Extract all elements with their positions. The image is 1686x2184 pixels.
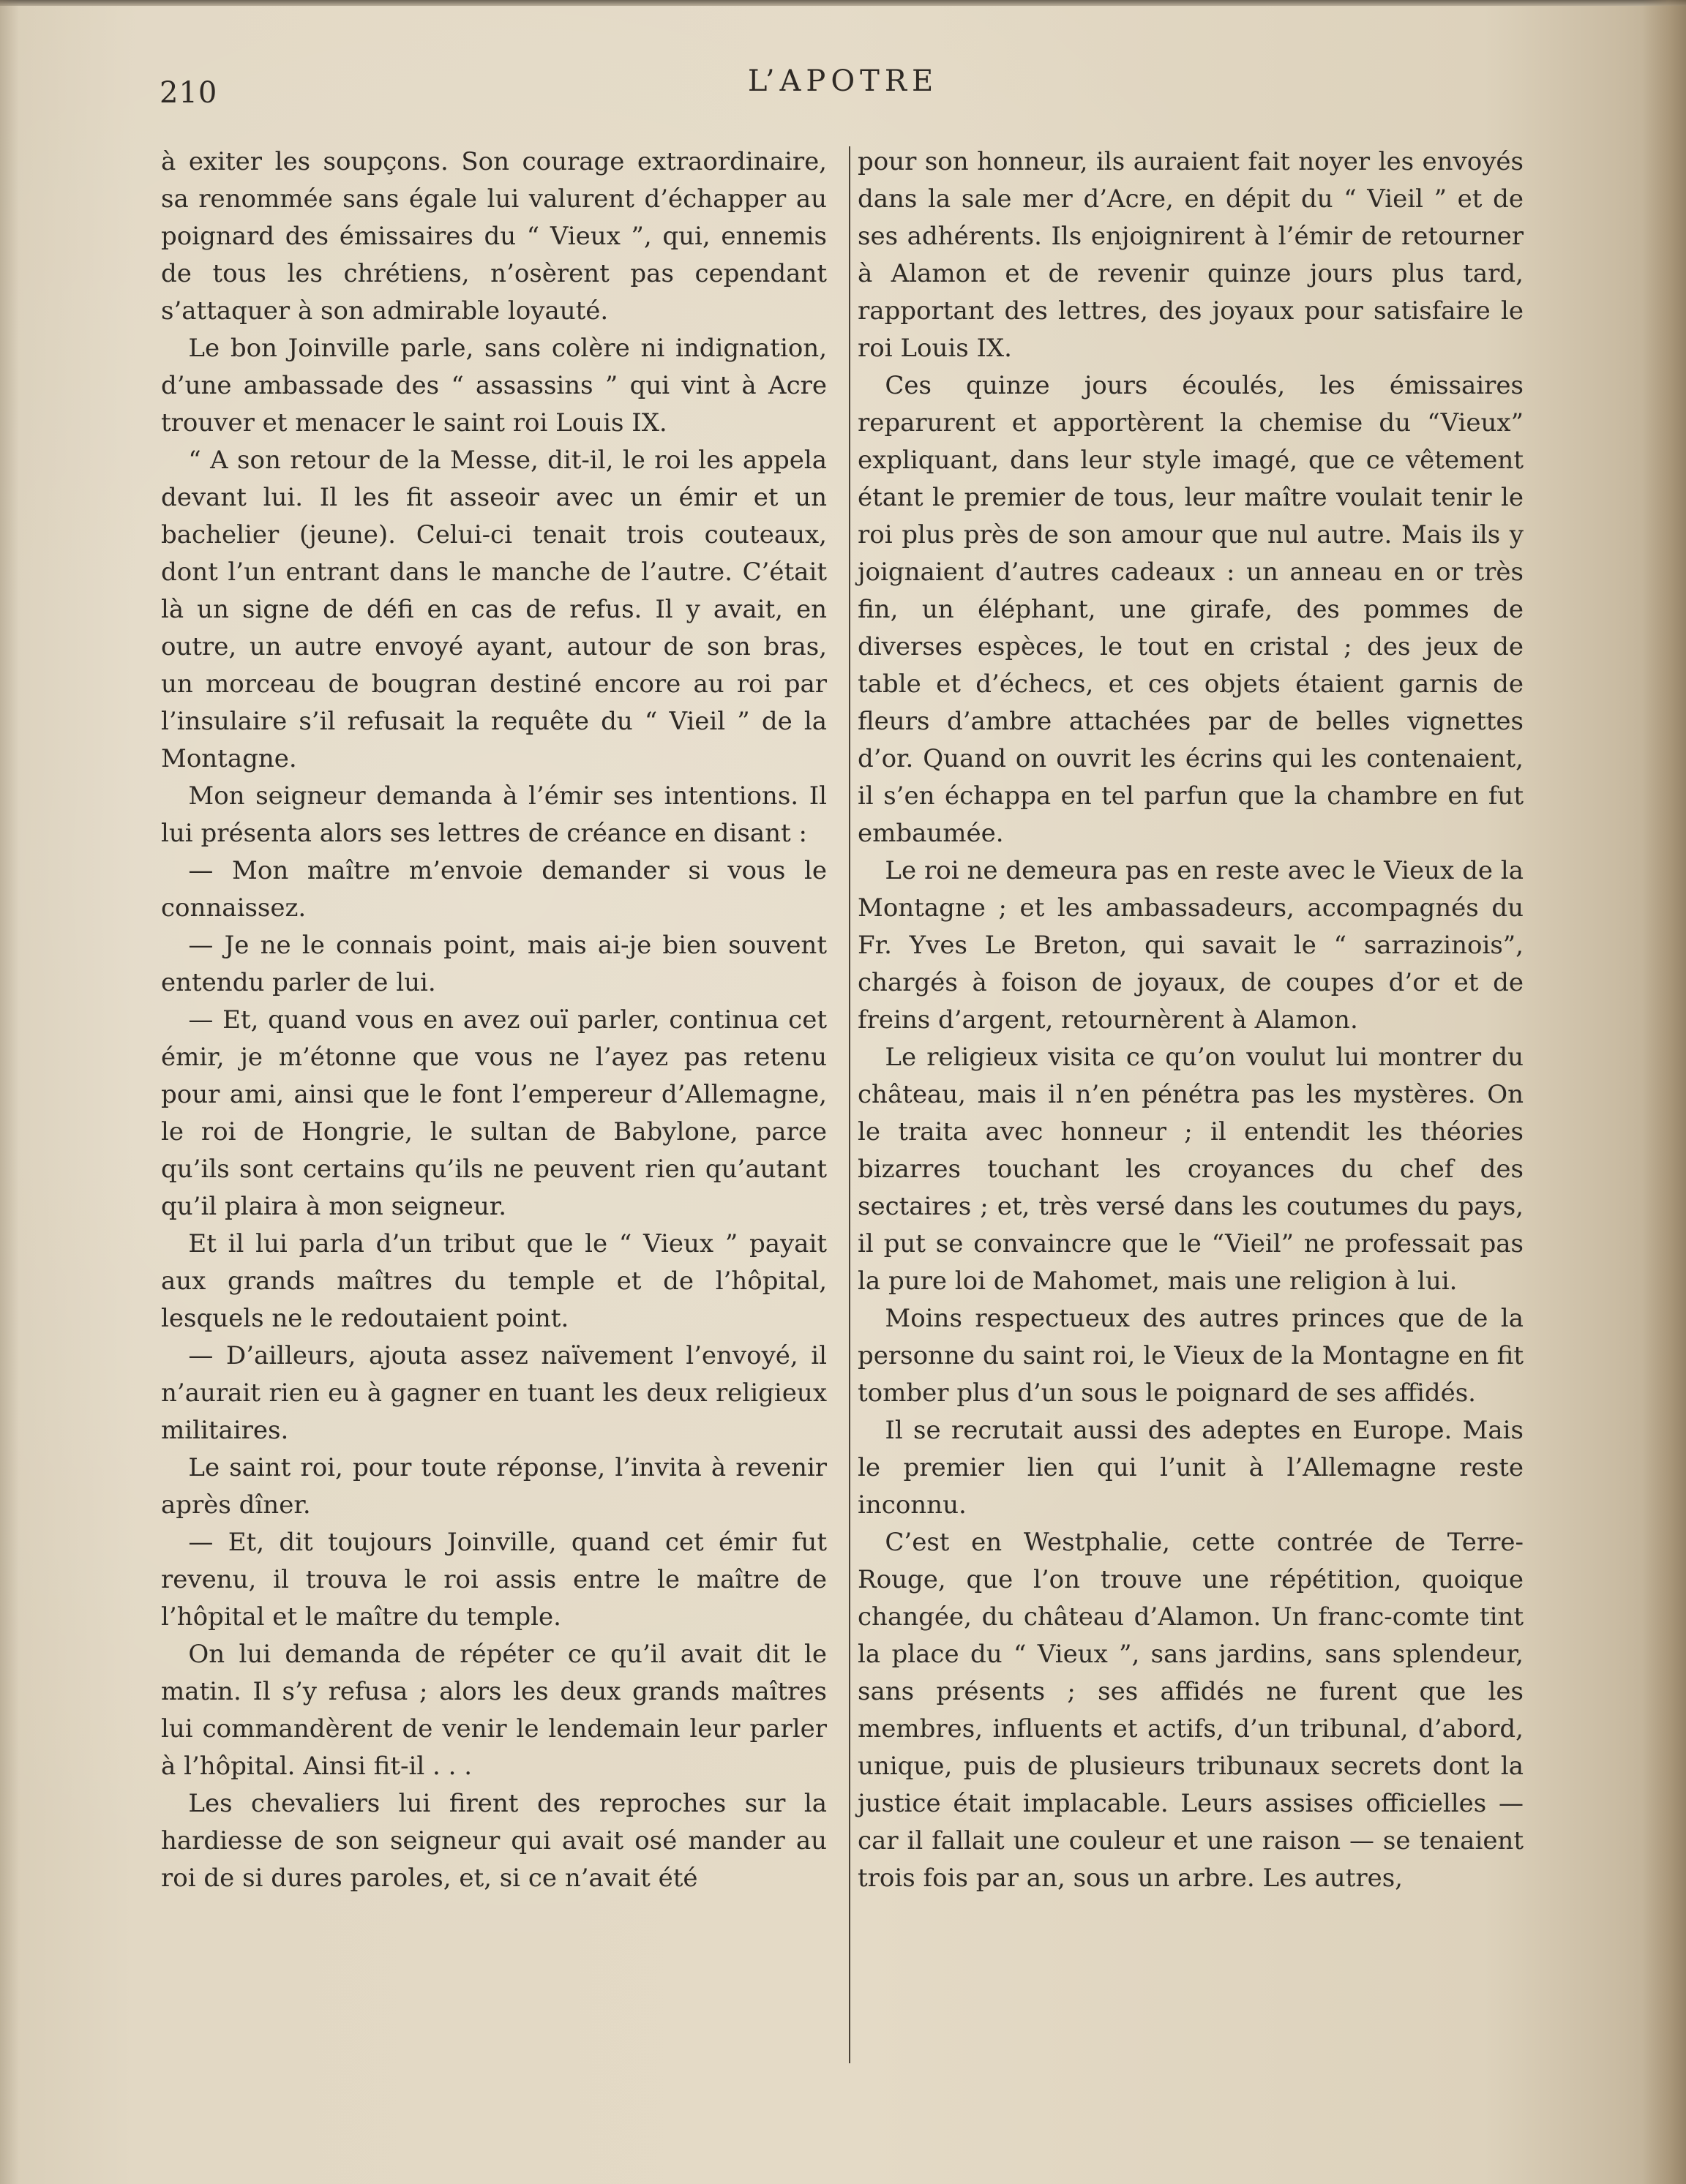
paragraph: “ A son retour de la Messe, dit-il, le roi les appela devant lui. Il les fit asseoir avec un émir et un bachelier (jeune). Celui-ci tenait trois couteaux, dont l’un entrant dans le manche de l’autre. C’était là un signe de défi en cas de refus. Il y avait, en outre, un autre envoyé ayant, autour de son bras, un morceau de bougran destiné encore au roi par l’insulaire s’il refusait la requête du “ Vieil ” de la Montagne.: [161, 446, 827, 773]
paragraph: On lui demanda de répéter ce qu’il avait dit le matin. Il s’y refusa ; alors les deux grands maîtres lui commandèrent de venir le lendemain leur parler à l’hôpital. Ainsi fit-il . . .: [161, 1640, 827, 1781]
paragraph: Le bon Joinville parle, sans colère ni indignation, d’une ambassade des “ assassins ” qui vint à Acre trouver et menacer le saint roi Louis IX.: [161, 334, 827, 438]
running-head: L’APOTRE: [747, 64, 939, 98]
paragraph: Il se recrutait aussi des adeptes en Europe. Mais le premier lien qui l’unit à l’Allemagne reste inconnu.: [858, 1416, 1524, 1520]
paragraph: Ces quinze jours écoulés, les émissaires reparurent et apportèrent la chemise du “Vieux” expliquant, dans leur style imagé, que ce vêtement étant le premier de tous, leur maître voulait tenir le roi plus près de son amour que nul autre. Mais ils y joignaient d’autres cadeaux : un anneau en or très fin, un éléphant, une girafe, des pommes de diverses espèces, le tout en cristal ; des jeux de table et d’échecs, et ces objets étaient garnis de fleurs d’ambre attachées par de belles vignettes d’or. Quand on ouvrit les écrins qui les contenaient, il s’en échappa en tel parfun que la chambre en fut embaumée.: [858, 371, 1524, 848]
column-divider: [849, 146, 850, 2063]
page-number: 210: [160, 76, 218, 110]
paragraph: Le religieux visita ce qu’on voulut lui montrer du château, mais il n’en pénétra pas les mystères. On le traita avec honneur ; il entendit les théories bizarres touchant les croyances du chef des sectaires ; et, très versé dans les coutumes du pays, il put se convaincre que le “Vieil” ne professait pas la pure loi de Mahomet, mais une religion à lui.: [858, 1043, 1524, 1296]
paragraph: Et il lui parla d’un tribut que le “ Vieux ” payait aux grands maîtres du temple et de l’hôpital, lesquels ne le redoutaient point.: [161, 1229, 827, 1333]
paragraph: — Et, quand vous en avez ouï parler, continua cet émir, je m’étonne que vous ne l’ayez pas retenu pour ami, ainsi que le font l’empereur d’Allemagne, le roi de Hongrie, le sultan de Babylone, parce qu’ils sont certains qu’ils ne peuvent rien qu’autant qu’il plaira à mon seigneur.: [161, 1005, 827, 1221]
paragraph: — Et, dit toujours Joinville, quand cet émir fut revenu, il trouva le roi assis entre le maître de l’hôpital et le maître du temple.: [161, 1528, 827, 1632]
paragraph: Moins respectueux des autres princes que de la personne du saint roi, le Vieux de la Montagne en fit tomber plus d’un sous le poignard de ses affidés.: [858, 1304, 1524, 1408]
page-left-shadow: [0, 0, 19, 2184]
paragraph: — Je ne le connais point, mais ai-je bien souvent entendu parler de lui.: [161, 931, 827, 997]
paragraph: — D’ailleurs, ajouta assez naïvement l’envoyé, il n’aurait rien eu à gagner en tuant les deux religieux militaires.: [161, 1341, 827, 1445]
paragraph: C’est en Westphalie, cette contrée de Terre-Rouge, que l’on trouve une répétition, quoique changée, du château d’Alamon. Un franc-comte tint la place du “ Vieux ”, sans jardins, sans splendeur, sans présents ; ses affidés ne furent que les membres, influents et actifs, d’un tribunal, d’abord, unique, puis de plusieurs tribunaux secrets dont la justice était implacable. Leurs assises officielles — car il fallait une couleur et une raison — se tenaient trois fois par an, sous un arbre. Les autres,: [858, 1528, 1524, 1893]
paragraph: pour son honneur, ils auraient fait noyer les envoyés dans la sale mer d’Acre, en dépit du “ Vieil ” et de ses adhérents. Ils enjoignirent à l’émir de retourner à Alamon et de revenir quinze jours plus tard, rapportant des lettres, des joyaux pour satisfaire le roi Louis IX.: [858, 147, 1524, 363]
paragraph: — Mon maître m’envoie demander si vous le connaissez.: [161, 856, 827, 923]
paragraph: Les chevaliers lui firent des reproches sur la hardiesse de son seigneur qui avait osé mander au roi de si dures paroles, et, si ce n’avait été: [161, 1789, 827, 1893]
page-right-shadow: [1642, 0, 1686, 2184]
page-top-edge: [0, 0, 1686, 6]
paragraph: Le saint roi, pour toute réponse, l’invita à revenir après dîner.: [161, 1453, 827, 1520]
paragraph: Mon seigneur demanda à l’émir ses intentions. Il lui présenta alors ses lettres de créance en disant :: [161, 781, 827, 848]
left-column: [161, 143, 827, 1897]
right-column: [858, 143, 1524, 1897]
paragraph: Le roi ne demeura pas en reste avec le Vieux de la Montagne ; et les ambassadeurs, accompagnés du Fr. Yves Le Breton, qui savait le “ sarrazinois”, chargés à foison de joyaux, de coupes d’or et de freins d’argent, retournèrent à Alamon.: [858, 856, 1524, 1035]
paragraph: à exiter les soupçons. Son courage extraordinaire, sa renommée sans égale lui valurent d’échapper au poignard des émissaires du “ Vieux ”, qui, ennemis de tous les chrétiens, n’osèrent pas cependant s’attaquer à son admirable loyauté.: [161, 147, 827, 326]
